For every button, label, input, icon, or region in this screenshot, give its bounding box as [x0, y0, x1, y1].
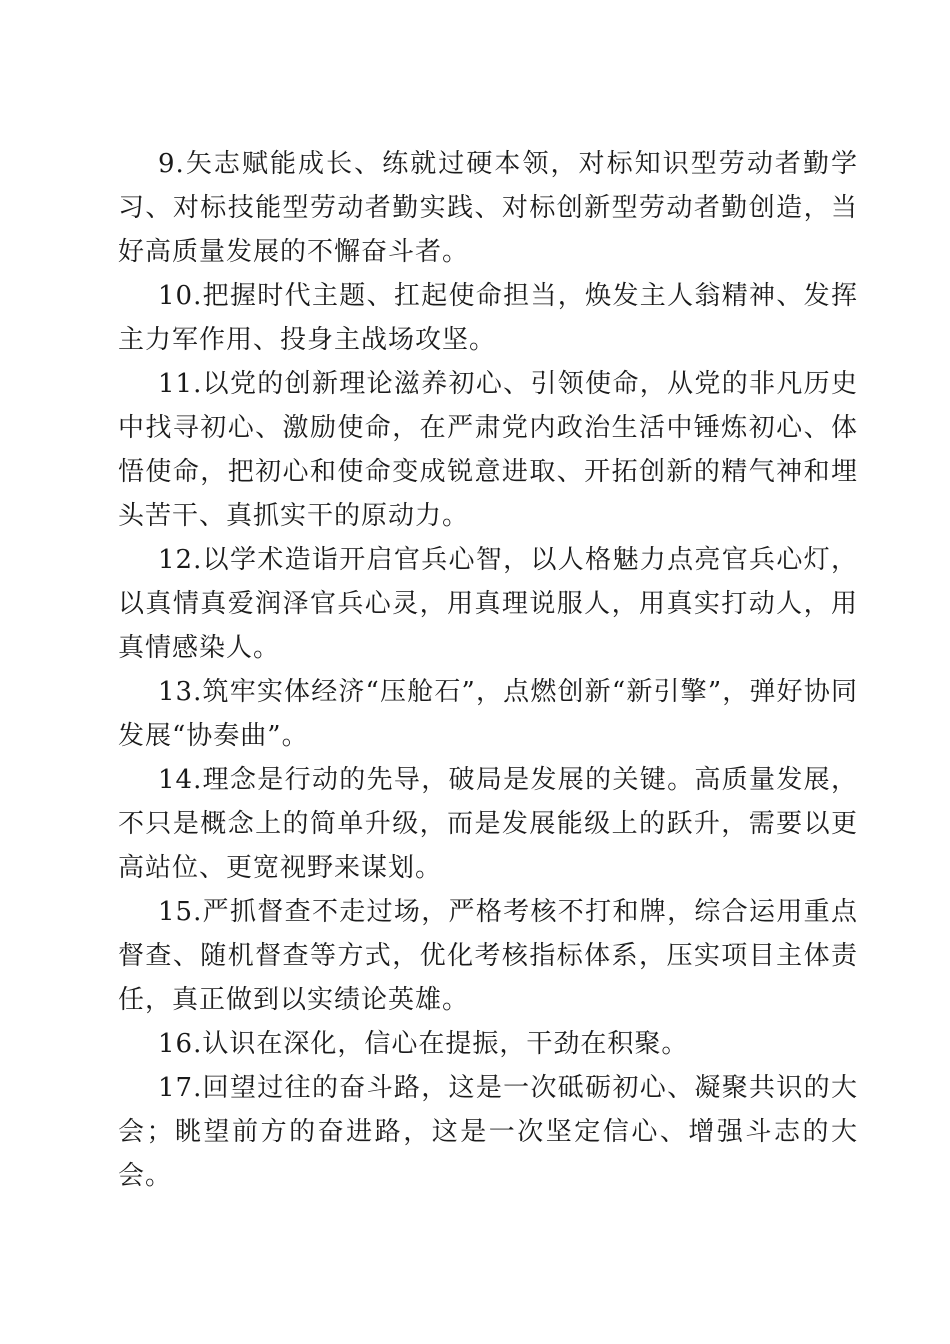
paragraph-16: 16.认识在深化，信心在提振，干劲在积聚。 [158, 1029, 689, 1059]
paragraph-17: 17.回望过往的奋斗路，这是一次砥砺初心、凝聚共识的大会；眺望前方的奋进路，这是一次坚定信心、增强斗志的大会。 [118, 1073, 858, 1191]
paragraph-12: 12.以学术造诣开启官兵心智，以人格魅力点亮官兵心灯，以真情真爱润泽官兵心灵，用真理说服人，用真实打动人，用真情感染人。 [118, 545, 858, 663]
paragraph-15: 15.严抓督查不走过场，严格考核不打和牌，综合运用重点督查、随机督查等方式，优化考核指标体系，压实项目主体责任，真正做到以实绩论英雄。 [118, 897, 858, 1015]
document-body [118, 142, 858, 1198]
paragraph-14: 14.理念是行动的先导，破局是发展的关键。高质量发展，不只是概念上的简单升级，而是发展能级上的跃升，需要以更高站位、更宽视野来谋划。 [118, 765, 858, 883]
paragraph-11: 11.以党的创新理论滋养初心、引领使命，从党的非凡历史中找寻初心、激励使命，在严肃党内政治生活中锤炼初心、体悟使命，把初心和使命变成锐意进取、开拓创新的精气神和埋头苦干、真抓实干的原动力。 [118, 369, 858, 531]
paragraph-9: 9.矢志赋能成长、练就过硬本领，对标知识型劳动者勤学习、对标技能型劳动者勤实践、对标创新型劳动者勤创造，当好高质量发展的不懈奋斗者。 [118, 149, 858, 267]
paragraph-10: 10.把握时代主题、扛起使命担当，焕发主人翁精神、发挥主力军作用、投身主战场攻坚。 [118, 281, 858, 355]
paragraph-13: 13.筑牢实体经济“压舱石”，点燃创新“新引擎”，弹好协同发展“协奏曲”。 [118, 677, 858, 751]
